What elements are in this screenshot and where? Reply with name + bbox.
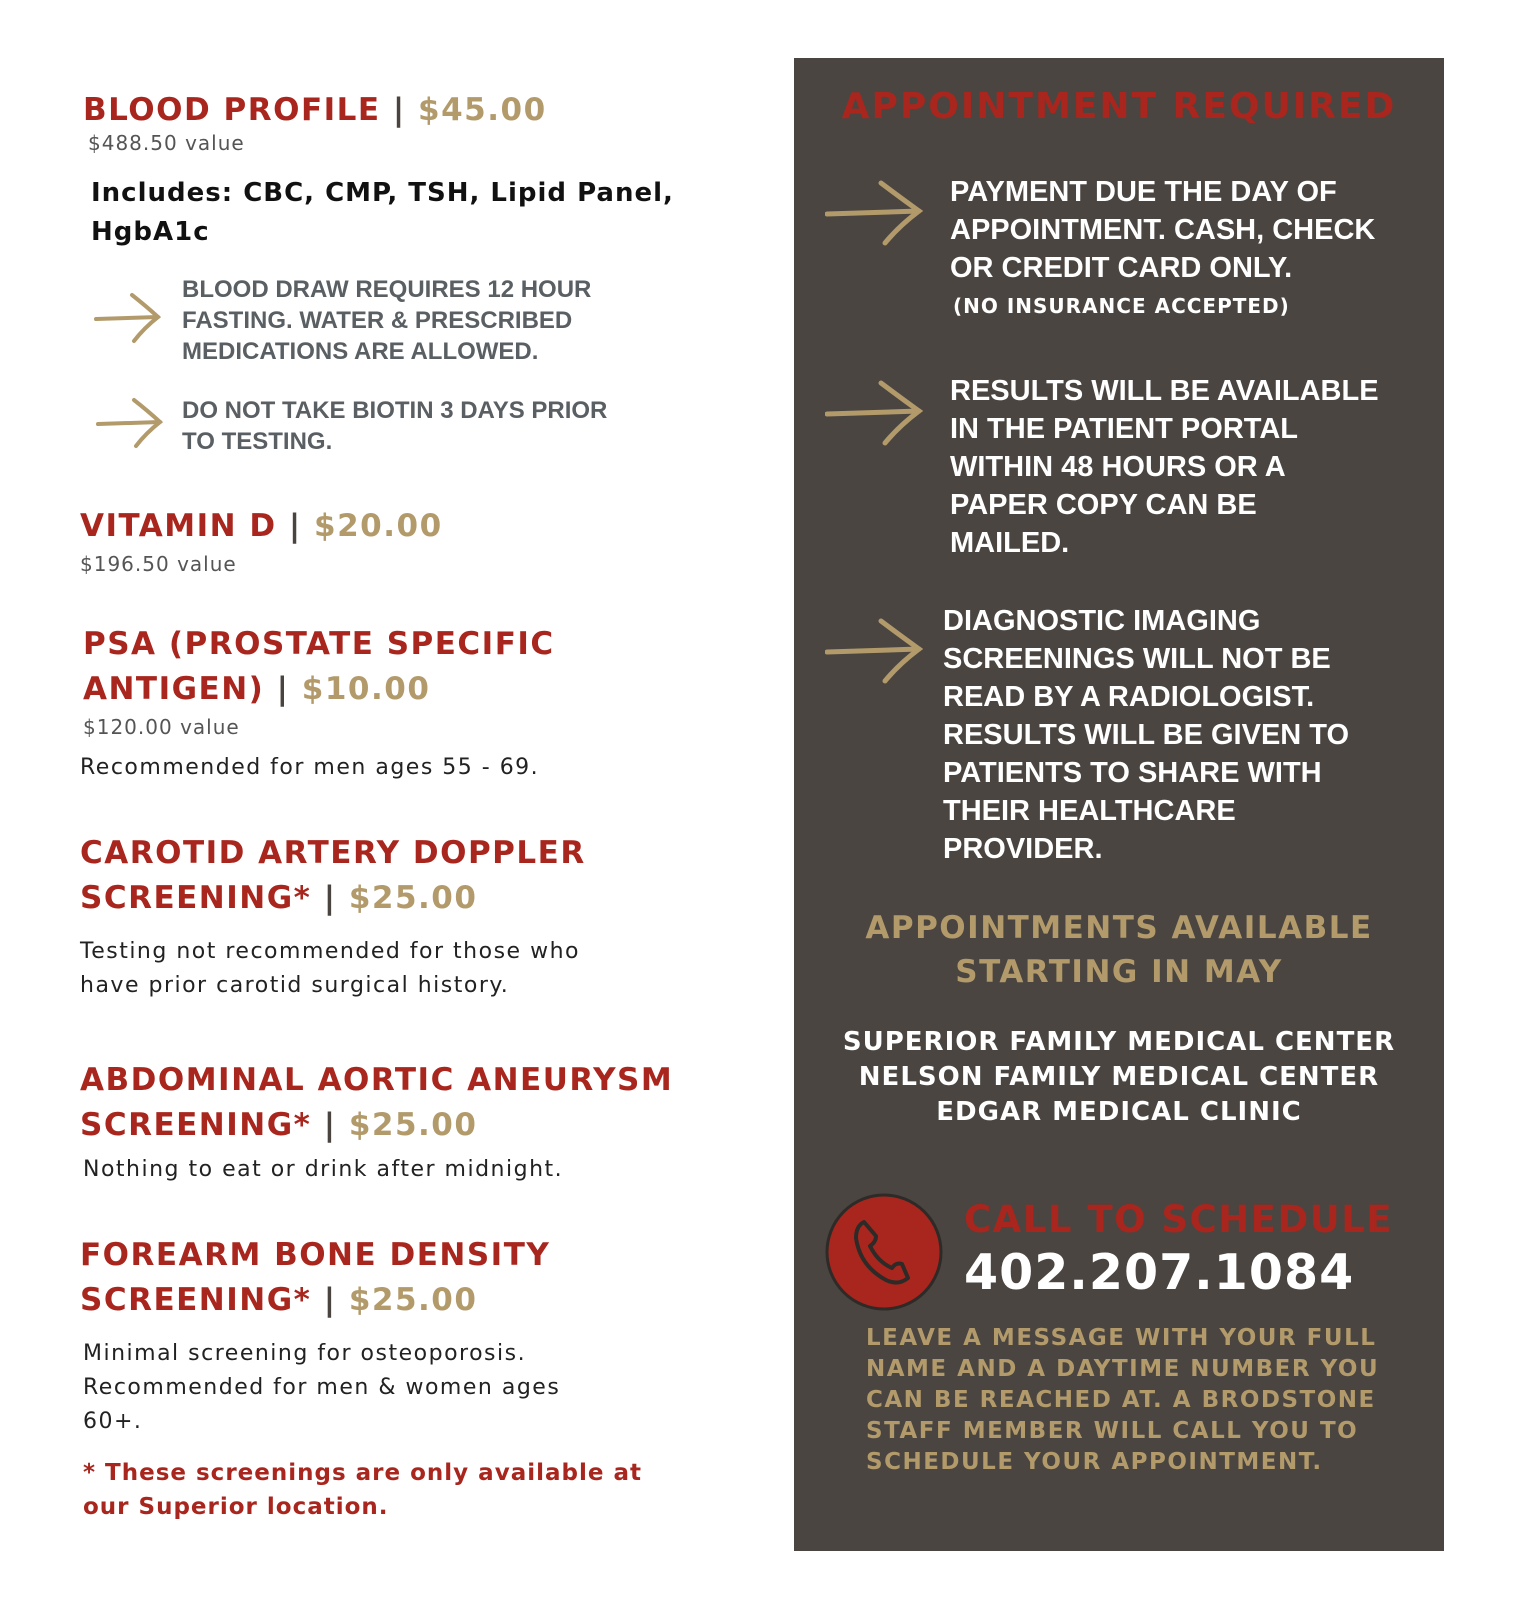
call-label: CALL TO SCHEDULE (964, 1198, 1394, 1241)
carotid-heading: CAROTID ARTERY DOPPLER SCREENING* | $25.00 (80, 835, 586, 916)
panel-heading: APPOINTMENT REQUIRED (841, 86, 1397, 127)
blood-profile-heading (83, 88, 547, 133)
location-item: SUPERIOR FAMILY MEDICAL CENTER (842, 1027, 1396, 1057)
bone-desc: Minimal screening for osteoporosis. Recommended for men & women ages 60+. (83, 1341, 561, 1434)
biotin-note: DO NOT TAKE BIOTIN 3 DAYS PRIOR TO TESTING. (182, 397, 608, 455)
vitamin-d-value: $196.50 value (80, 552, 237, 576)
appointment-panel (794, 58, 1444, 1551)
blood-profile-price: $45.00 (418, 92, 547, 128)
psa-price: $10.00 (301, 671, 431, 707)
location-item: NELSON FAMILY MEDICAL CENTER (858, 1062, 1380, 1092)
phone-number[interactable]: 402.207.1084 (964, 1244, 1355, 1301)
no-insurance-note: (NO INSURANCE ACCEPTED) (953, 294, 1290, 318)
payment-note: PAYMENT DUE THE DAY OF APPOINTMENT. CASH, CHECK OR CREDIT CARD ONLY. (950, 176, 1376, 284)
footnote: * These screenings are only available at our Superior location. (83, 1460, 642, 1520)
aaa-price: $25.00 (348, 1107, 478, 1143)
carotid-desc: Testing not recommended for those who have prior carotid surgical history. (80, 939, 580, 998)
message-note: LEAVE A MESSAGE WITH YOUR FULL NAME AND A DAYTIME NUMBER YOU CAN BE REACHED AT. A BRODSTONE STAFF MEMBER WILL CALL YOU TO SCHEDULE YOUR APPOINTMENT. (866, 1325, 1380, 1475)
availability-note: APPOINTMENTS AVAILABLE STARTING IN MAY (865, 910, 1373, 990)
aaa-desc: Nothing to eat or drink after midnight. (83, 1157, 564, 1182)
psa-value: $120.00 value (83, 715, 240, 739)
aaa-heading: ABDOMINAL AORTIC ANEURYSM SCREENING* | $25.00 (80, 1062, 674, 1143)
psa-desc: Recommended for men ages 55 - 69. (80, 755, 540, 780)
bone-price: $25.00 (348, 1282, 478, 1318)
carotid-price: $25.00 (348, 880, 478, 916)
vitamin-d-heading: VITAMIN D | $20.00 (80, 508, 443, 544)
blood-profile-title: BLOOD PROFILE (83, 92, 381, 128)
bone-heading: FOREARM BONE DENSITY SCREENING* | $25.00 (80, 1237, 551, 1318)
imaging-note: DIAGNOSTIC IMAGING SCREENINGS WILL NOT BE READ BY A RADIOLOGIST. RESULTS WILL BE GIVEN TO PATIENTS TO SHARE WITH THEIR HEALTHCARE PROVIDER. (943, 605, 1350, 865)
blood-profile-includes: Includes: CBC, CMP, TSH, Lipid Panel, HgbA1c (91, 178, 674, 247)
psa-heading: PSA (PROSTATE SPECIFIC ANTIGEN) | $10.00 (83, 626, 555, 707)
separator: | (392, 92, 406, 128)
arrow-right-icon (96, 397, 164, 449)
arrow-right-icon (94, 292, 162, 344)
phone-icon (824, 1192, 944, 1312)
results-note: RESULTS WILL BE AVAILABLE IN THE PATIENT PORTAL WITHIN 48 HOURS OR A PAPER COPY CAN BE MAILED. (950, 375, 1379, 559)
vitamin-d-price: $20.00 (314, 508, 443, 544)
arrow-right-icon (825, 618, 923, 684)
blood-profile-value: $488.50 value (88, 131, 245, 155)
locations-list (794, 1025, 1444, 1130)
location-item: EDGAR MEDICAL CLINIC (936, 1097, 1302, 1127)
arrow-right-icon (825, 380, 923, 446)
arrow-right-icon (825, 180, 923, 246)
vitamin-d-title: VITAMIN D (80, 508, 277, 544)
fasting-note: BLOOD DRAW REQUIRES 12 HOUR FASTING. WATER & PRESCRIBED MEDICATIONS ARE ALLOWED. (182, 276, 592, 365)
